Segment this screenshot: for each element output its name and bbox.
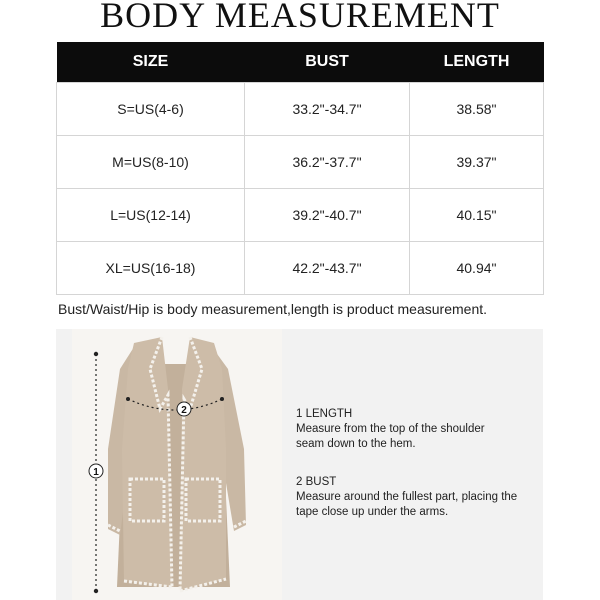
bust-description <box>296 475 518 520</box>
table-row <box>57 242 544 295</box>
bust-description-text: Measure around the fullest part, placing the tape close up under the arms. <box>296 491 518 518</box>
length-cell: 40.15" <box>410 189 544 242</box>
bust-cell: 36.2"-37.7" <box>245 136 410 189</box>
length-description-text: Measure from the top of the shoulder seam down to the hem. <box>296 423 485 450</box>
size-cell: XL=US(16-18) <box>57 242 245 295</box>
size-chart-table <box>56 42 544 295</box>
page-title: BODY MEASUREMENT <box>100 0 500 35</box>
measurement-note: Bust/Waist/Hip is body measurement,length is product measurement. <box>58 301 488 317</box>
size-column-header: SIZE <box>57 42 245 83</box>
right-pocket <box>186 479 220 521</box>
bust-cell: 39.2"-40.7" <box>245 189 410 242</box>
table-header-row <box>57 42 544 83</box>
bust-column-header: BUST <box>245 42 410 83</box>
size-cell: S=US(4-6) <box>57 83 245 136</box>
table-row <box>57 83 544 136</box>
right-front-panel <box>180 337 226 591</box>
table-row <box>57 136 544 189</box>
length-cell: 40.94" <box>410 242 544 295</box>
size-cell: M=US(8-10) <box>57 136 245 189</box>
bust-cell: 33.2"-34.7" <box>245 83 410 136</box>
length-cell: 38.58" <box>410 83 544 136</box>
length-column-header: LENGTH <box>410 42 544 83</box>
length-description <box>296 407 506 452</box>
length-cell: 39.37" <box>410 136 544 189</box>
bust-description-title: 2 BUST <box>296 476 337 488</box>
left-front-panel <box>122 337 172 587</box>
bust-marker-label: 2 <box>181 405 187 416</box>
table-row <box>57 189 544 242</box>
size-cell: L=US(12-14) <box>57 189 245 242</box>
length-marker-label: 1 <box>93 467 99 478</box>
left-pocket <box>130 479 164 521</box>
length-description-title: 1 LENGTH <box>296 408 353 420</box>
bust-cell: 42.2"-43.7" <box>245 242 410 295</box>
measurement-diagram-panel <box>56 329 543 600</box>
cardigan-illustration <box>72 329 282 600</box>
